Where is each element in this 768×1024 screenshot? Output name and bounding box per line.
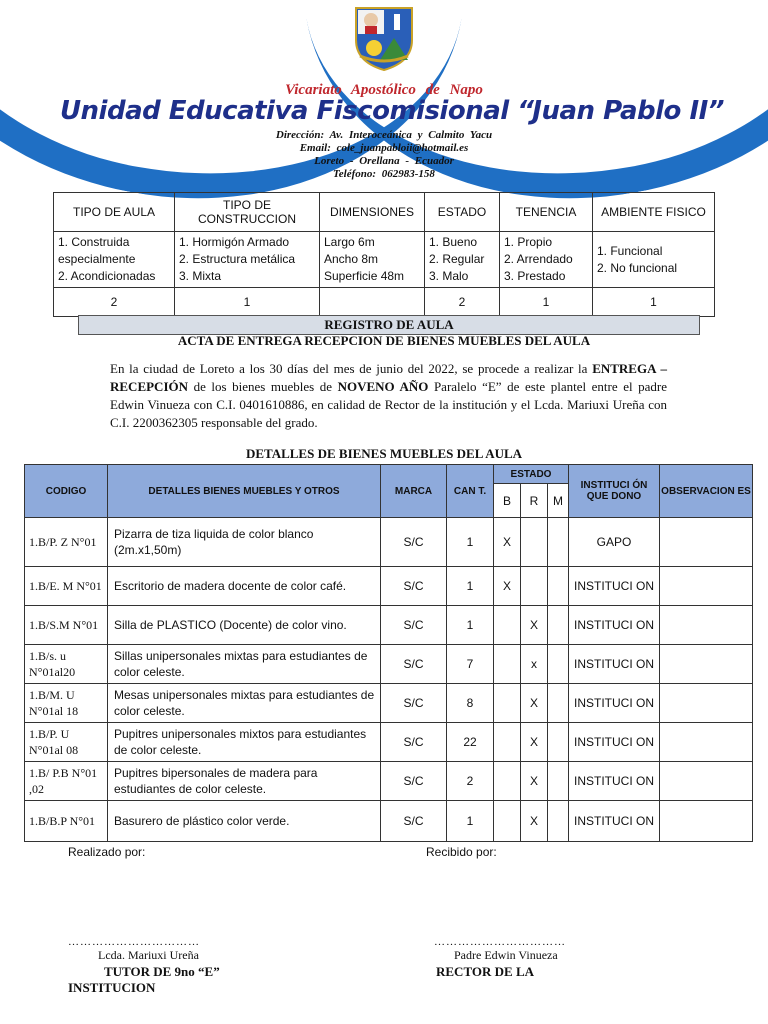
estado-b-cell — [494, 684, 521, 723]
value-cell: 1 — [593, 288, 715, 317]
item-code-cell: 1.B/S.M N°01 — [25, 606, 108, 645]
paragraph-bold: ENTREGA – RECEPCIÓN — [110, 361, 668, 394]
table-row — [25, 684, 753, 723]
item-observaciones-cell — [660, 567, 753, 606]
item-institucion-cell: INSTITUCI ON — [569, 801, 660, 842]
estado-m-cell — [548, 518, 569, 567]
vicariato-title: Vicariato Apostólico de Napo — [285, 82, 483, 98]
item-code-cell: 1.B/M. U N°01al 18 — [25, 684, 108, 723]
item-quantity-cell: 1 — [447, 567, 494, 606]
options-cell — [320, 232, 425, 288]
address-line: Dirección: Av. Interoceánica y Calmito Yacu — [275, 129, 493, 141]
email-line: Email: cole_juanpabloii@hotmail.es — [299, 142, 469, 154]
header-cell: AMBIENTE FISICO — [593, 193, 715, 232]
item-quantity-cell: 2 — [447, 762, 494, 801]
bienes-table — [24, 464, 753, 842]
item-observaciones-cell — [660, 801, 753, 842]
item-code-cell: 1.B/B.P N°01 — [25, 801, 108, 842]
aula-values-row — [54, 288, 715, 317]
estado-m-cell — [548, 684, 569, 723]
estado-b-cell — [494, 645, 521, 684]
header-b: B — [494, 484, 521, 518]
table-row — [25, 645, 753, 684]
item-description-cell: Pupitres unipersonales mixtos para estudiantes de color celeste. — [108, 723, 381, 762]
item-institucion-cell: INSTITUCI ON — [569, 645, 660, 684]
estado-r-cell: X — [521, 801, 548, 842]
item-marca-cell: S/C — [381, 606, 447, 645]
aula-header-row — [54, 193, 715, 232]
header-marca: MARCA — [381, 465, 447, 518]
estado-b-cell: X — [494, 567, 521, 606]
item-observaciones-cell — [660, 723, 753, 762]
signature-line-left: …………………………… — [68, 936, 200, 948]
table-row — [25, 567, 753, 606]
phone-line: Teléfono: 062983-158 — [333, 168, 435, 180]
paragraph-bold: NOVENO AÑO — [337, 379, 429, 394]
item-code-cell: 1.B/E. M N°01 — [25, 567, 108, 606]
option-text: 3. Prestado — [504, 269, 566, 283]
item-marca-cell: S/C — [381, 518, 447, 567]
aula-info-table — [53, 192, 715, 317]
estado-b-cell — [494, 606, 521, 645]
header-codigo: CODIGO — [25, 465, 108, 518]
acta-title: ACTA DE ENTREGA RECEPCION DE BIENES MUEBLES DEL AULA — [177, 333, 591, 348]
option-text: 2. No funcional — [597, 260, 678, 275]
item-marca-cell: S/C — [381, 645, 447, 684]
header-r: R — [521, 484, 548, 518]
option-text: 1. Construida especialmente — [58, 235, 136, 266]
aula-options-row — [54, 232, 715, 288]
value-cell: 1 — [175, 288, 320, 317]
estado-b-cell — [494, 762, 521, 801]
options-cell — [175, 232, 320, 288]
option-text: 3. Mixta — [179, 269, 222, 283]
item-institucion-cell: GAPO — [569, 518, 660, 567]
detalles-title: DETALLES DE BIENES MUEBLES DEL AULA — [245, 446, 523, 461]
table-row — [25, 723, 753, 762]
option-text: Largo 6m — [324, 235, 375, 249]
item-code-cell: 1.B/P. U N°01al 08 — [25, 723, 108, 762]
options-cell — [500, 232, 593, 288]
estado-r-cell: X — [521, 606, 548, 645]
signature-line-right: …………………………… — [434, 936, 566, 948]
option-text: 1. Bueno — [429, 235, 478, 249]
header-detalles: DETALLES BIENES MUEBLES Y OTROS — [108, 465, 381, 518]
item-description-cell: Pupitres bipersonales de madera para estudiantes de color celeste. — [108, 762, 381, 801]
rector-name: Padre Edwin Vinueza — [454, 948, 558, 962]
estado-r-cell: X — [521, 684, 548, 723]
header-cell: ESTADO — [425, 193, 500, 232]
item-observaciones-cell — [660, 518, 753, 567]
estado-r-cell: X — [521, 723, 548, 762]
location-line: Loreto - Orellana - Ecuador — [314, 155, 454, 167]
item-marca-cell: S/C — [381, 684, 447, 723]
table-row — [25, 606, 753, 645]
estado-r-cell: X — [521, 762, 548, 801]
header-cell: TIPO DE AULA — [54, 193, 175, 232]
option-text: 2. Acondicionadas — [58, 269, 156, 283]
estado-b-cell — [494, 723, 521, 762]
intro-paragraph — [110, 360, 667, 432]
realizado-label: Realizado por: — [68, 845, 146, 859]
paragraph-text: de los bienes muebles de — [188, 379, 338, 394]
paragraph-text: Paralelo “E” de este plantel entre el padre Edwin Vinueza con C.I. 0401610886, en calidad de Rector de la institución y el Lcda. Mariuxi Ureña con C.I. 2200362305 responsable del grado. — [110, 379, 667, 430]
item-quantity-cell: 7 — [447, 645, 494, 684]
value-cell: 1 — [500, 288, 593, 317]
item-quantity-cell: 1 — [447, 518, 494, 567]
paragraph-text: En la ciudad de Loreto a los 30 días del mes de junio del 2022, se procede a realizar la — [110, 361, 593, 376]
header-cell: TIPO DE CONSTRUCCION — [175, 193, 320, 232]
tutor-name: Lcda. Mariuxi Ureña — [98, 948, 199, 962]
school-name: Unidad Educativa Fiscomisional “Juan Pablo II” — [59, 96, 725, 126]
header-observaciones: OBSERVACION ES — [660, 465, 753, 518]
item-description-cell: Sillas unipersonales mixtas para estudiantes de color celeste. — [108, 645, 381, 684]
item-description-cell: Pizarra de tiza liquida de color blanco (2m.x1,50m) — [108, 518, 381, 567]
estado-b-cell — [494, 801, 521, 842]
option-text: 2. Estructura metálica — [179, 252, 296, 266]
header-institucion: INSTITUCI ÓN QUE DONO — [569, 465, 660, 518]
tutor-role-line2: INSTITUCION — [68, 980, 156, 995]
rector-role: RECTOR DE LA — [436, 964, 535, 979]
estado-m-cell — [548, 762, 569, 801]
estado-r-cell: x — [521, 645, 548, 684]
item-observaciones-cell — [660, 684, 753, 723]
recibido-label: Recibido por: — [426, 845, 497, 859]
item-marca-cell: S/C — [381, 801, 447, 842]
option-text: 1. Propio — [504, 235, 553, 249]
item-description-cell: Escritorio de madera docente de color café. — [108, 567, 381, 606]
header-m: M — [548, 484, 569, 518]
item-quantity-cell: 22 — [447, 723, 494, 762]
item-code-cell: 1.B/ P.B N°01 ,02 — [25, 762, 108, 801]
item-code-cell: 1.B/s. u N°01al20 — [25, 645, 108, 684]
option-text: Ancho 8m — [324, 252, 379, 266]
estado-r-cell — [521, 518, 548, 567]
item-institucion-cell: INSTITUCI ON — [569, 567, 660, 606]
item-institucion-cell: INSTITUCI ON — [569, 723, 660, 762]
header-cant: CAN T. — [447, 465, 494, 518]
bienes-header-row — [25, 465, 753, 484]
estado-b-cell: X — [494, 518, 521, 567]
value-cell — [320, 288, 425, 317]
item-marca-cell: S/C — [381, 567, 447, 606]
item-observaciones-cell — [660, 606, 753, 645]
option-text: 3. Malo — [429, 269, 469, 283]
options-cell — [593, 232, 715, 288]
item-institucion-cell: INSTITUCI ON — [569, 762, 660, 801]
estado-m-cell — [548, 567, 569, 606]
value-cell: 2 — [54, 288, 175, 317]
option-text: 1. Hormigón Armado — [179, 235, 290, 249]
item-observaciones-cell — [660, 762, 753, 801]
item-code-cell: 1.B/P. Z N°01 — [25, 518, 108, 567]
table-row — [25, 518, 753, 567]
estado-m-cell — [548, 801, 569, 842]
bienes-body — [25, 518, 753, 842]
tutor-role: TUTOR DE 9no “E” — [104, 964, 220, 979]
options-cell — [425, 232, 500, 288]
estado-m-cell — [548, 645, 569, 684]
item-description-cell: Silla de PLASTICO (Docente) de color vino. — [108, 606, 381, 645]
estado-r-cell — [521, 567, 548, 606]
header-cell: DIMENSIONES — [320, 193, 425, 232]
item-description-cell: Basurero de plástico color verde. — [108, 801, 381, 842]
estado-m-cell — [548, 606, 569, 645]
option-text: 1. Funcional — [597, 243, 663, 258]
school-crest-logo — [350, 4, 418, 72]
item-marca-cell: S/C — [381, 723, 447, 762]
table-row — [25, 762, 753, 801]
table-row — [25, 801, 753, 842]
header-cell: TENENCIA — [500, 193, 593, 232]
registro-banner: REGISTRO DE AULA — [78, 315, 700, 335]
item-institucion-cell: INSTITUCI ON — [569, 606, 660, 645]
item-quantity-cell: 1 — [447, 606, 494, 645]
option-text: 2. Regular — [429, 252, 485, 266]
item-marca-cell: S/C — [381, 762, 447, 801]
option-text: Superficie 48m — [324, 269, 405, 283]
options-cell — [54, 232, 175, 288]
item-quantity-cell: 8 — [447, 684, 494, 723]
item-observaciones-cell — [660, 645, 753, 684]
item-description-cell: Mesas unipersonales mixtas para estudiantes de color celeste. — [108, 684, 381, 723]
header-estado: ESTADO — [494, 465, 569, 484]
item-institucion-cell: INSTITUCI ON — [569, 684, 660, 723]
value-cell: 2 — [425, 288, 500, 317]
estado-m-cell — [548, 723, 569, 762]
option-text: 2. Arrendado — [504, 252, 573, 266]
item-quantity-cell: 1 — [447, 801, 494, 842]
